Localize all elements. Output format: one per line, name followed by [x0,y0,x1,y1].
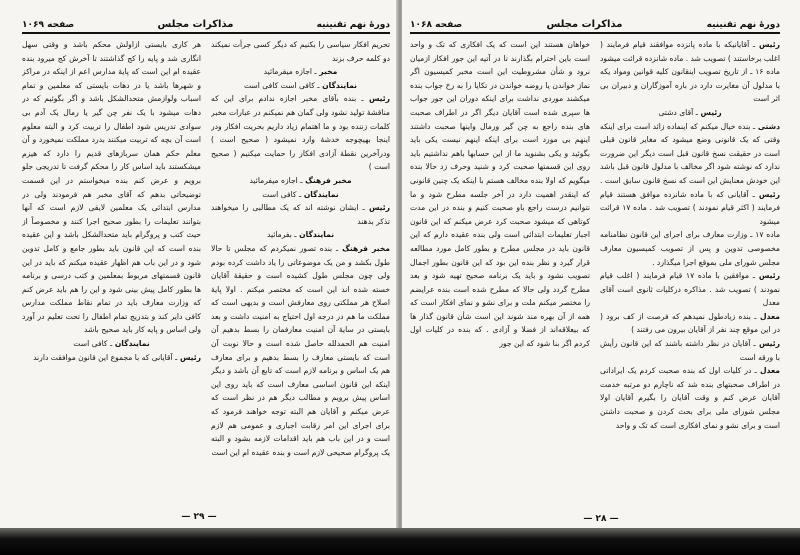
speaker-name: رئیس [177,352,201,362]
right-page-columns [410,38,780,508]
speaker-name: نمایندگان [296,230,335,240]
paragraph-text: ـ آقای دشتی [658,107,698,117]
paragraph [211,38,390,65]
text-column [211,38,390,508]
session-label: دورهٔ نهم تقنینیه [706,20,780,30]
paragraph [600,337,780,364]
speaker-name: رئیس [754,189,780,199]
paragraph [600,228,780,269]
paragraph-text: ماده ۱۷ ـ وزارت معارف برای اجرای این قانون نظامنامه مخصوصی تدوین و پس از تصویب کمیسیون معارف مجلس شورای ملی بموقع اجرا میگذارد . [600,230,780,267]
speaker-name: مخبر فرهنگ [338,243,390,253]
paragraph [600,106,780,120]
paragraph [600,65,780,106]
paragraph-text: ـ آقایان در نظر داشته باشند که این قانون رأیش با ورقه است [600,339,780,362]
paragraph-text: ـ بنده خیال میکنم که اینماده زائد است برای اینکه وقتی که یک قانونی وضع میشود که مغایر قانون قبلی است در حقیقت نسخ قانون قبل است دیگر این ضرورت ندارد که نوشته شود اگر مخالف با مدلول قانون قبل باشد این خودش معنایش این است که نسخ قانون سابق است . [600,121,780,185]
speaker-name: نمایندگان [112,339,150,349]
text-column [410,38,590,508]
paragraph-text: ـ آقایانیکه با ماده پانزده موافقند قیام فرمایند ( اغلب برخاستند ) تصویب شد . ماده شانزده قرائت میشود [600,40,780,63]
speaker-name: رئیس [755,339,780,349]
paragraph [211,79,390,93]
paragraph [410,38,590,351]
paragraph-text: ـ کافی است [73,339,113,349]
paragraph-text: ـ اجازه میفرمائید [263,67,317,77]
publication-title: مذاکرات مجلس [546,19,623,30]
paragraph-text: خواهان هستند این است که یک افکاری که تک و واحد است باین احترام بگذارند تا در آتیه این جور افکار ازمیان نرود و شأن مشروطیت این است مخبر کمیسیون اگر نماز خواندن یا روضه خواندن در تکایا را به رخ جواب بنده میکشند موردی نداشت برای اینکه دوران این جور جواب ها سپری شده است آقایان دیگر اگر در اطراف صحبت های بنده راجع به چن گیر ورمال واینها صحبت داشتند اینهم بی مورد است برای اینکه اینهم نیست یکی باید بگوئید و یکی بشنوید ما از این حسابها باهم نداشتیم باید روی این قسمتها صحبت کرد و شنید وحرف زد حالا بنده میگویم که اولا بنده مخالف هستم با اینکه یک چنین قانونی که اینقدر اهمیت دارد در آخر جلسه مطرح شود و ما نتوانیم درست راجع باو صحبت کنیم و بنده در این مدت کوتاهی که میشود صحبت کرد عرض میکنم که این قانون اجبار تعلیمات ابتدائی است ولی بنده عقیده دارم که این قانون باید در مجلس مطرح و بطور کامل مورد مطالعه قرار گیرد و نظر بنده این بود که این قانون بطور اجمال تصویب نشود و باید یک برنامه صحیح تهیه شود و بعد مطرح گردد ولی حالا که مطرح شده است بنده عرایضم را مختصر میکنم ملت و برای نشو و نمای افکار است که همه از آن بهره مند شوند این است شأن قانون گذار ها که بیعلاقه‌اند از فضلا و آزادی . که بنده در کلیات اول کردم اگر بنا شود که این جور [410,40,590,349]
paragraph [600,38,780,65]
left-page-columns [22,38,390,508]
paragraph-text: ـ بنده بآقای مخبر اجازه ندادم برای این که مناقشهٔ تولید نشود ولی گمان هم نمیکنم در عبارات مخبر کلمات زننده بود و ما اهتمام زیاد داریم بحریت افکار ودر اینجا بهیچوجه خدشهٔ وارد نمیشود ( صحیح است ) ودرآخرین نقطهٔ آزادی افکار را حمایت میکنیم ( صحیح است ) [211,94,390,172]
paragraph [211,92,390,174]
paragraph-text: ـ موافقین با ماده ۱۷ قیام فرمایند ( اغلب قیام نمودند ) تصویب شد . مذاکره درکلیات ثانوی است آقای معدل [600,271,780,308]
paragraph [211,65,390,79]
paragraph-text: ـ در کلیات اول که بنده صحبت کردم یک ایراداتی در اطراف صحبتهای بنده شد که ناچارم دو مرتبه خدمت آقایان عرض کنم و وقت آقایان را بگیرم آقایان اولا مجلس شورای ملی برای بحث کردن و صحبت داشتن است و برای نشو و نمای افکاری است که تک و واحد [600,366,780,430]
paragraph [600,364,780,432]
paragraph [211,242,390,460]
paragraph [211,174,390,188]
speaker-name: مخبر [316,67,338,77]
speaker-name: رئیس [697,107,722,117]
publication-title: مذاکرات مجلس [157,19,234,30]
paragraph [22,337,201,351]
text-column [22,38,201,508]
speaker-name: معدل [756,366,780,376]
left-page [0,0,398,530]
right-page [402,0,800,530]
text-column [600,38,780,508]
paragraph-text: ـ کافی است [262,189,302,199]
paragraph [600,120,780,188]
paragraph [600,269,780,310]
page-number: — ۲۸ — [583,514,619,524]
left-page-header [22,14,390,34]
paragraph-text: ـ بفرمائید [266,230,297,240]
paragraph-text: ماده ۱۶ ـ از تاریخ تصویب اینقانون کلیه قوانین ومواد یکه با مدلول آن مغایرت دارد در باره آموزگاران و دبیران بی اثر است [600,67,780,104]
paragraph-text: ـ کافی است کافی است [243,80,320,90]
speaker-name: نمایندگان [319,80,358,90]
paragraph-text: ـ ایشان نوشته اند که یک مطالبی را میخواهند تذکر بدهند [211,203,390,226]
scan-edge-shadow [0,528,800,555]
paragraph-text: تحریم افکار سیاسی را بکنیم که دیگر کسی جرأت نمیکند دو کلمه حرف بزند [211,40,390,63]
page-label: صفحه ۱۰۶۸ [410,20,463,30]
speaker-name: مخبر فرهنگ [302,175,352,185]
paragraph-text: ـ آقایانی که با ماده شانزده موافق هستند قیام فرمایند ( اکثر قیام نمودند ) تصویب شد . ماده ۱۷ قرائت میشود [600,189,780,226]
paragraph-text: ـ بنده تصور نمیکردم که مجلس تا حالا طول بکشد و من یک موضوعاتی را یاد داشت کرده بودم ولی چون مجلس طول کشیده است و حقیقهٔ آقایان خسته شده اند این است که مختصر میکنم . اولا پایهٔ اصلاح هر مملکتی روی معارفش است و بدیهی است که مملکت ما هم در درجه اول احتیاج به امنیت داشت و بعد بایستی در سایهٔ آن امنیت معارفمان را بسط بدهیم آن امنیت هم الحمدلله حاصل شده است و حالا نوبت آن است که بایستی معارف را بسط بدهیم و برای معارف هم یک اساس و برنامه لازم است که تابع آن باشد و دیگر اینکه این قانون اساسی معارف است که باید روی این اساس پیش برویم و مطالب دیگر هم در نظر است که عرض میکنم و آقایان هم البته توجه خواهند فرمود که برای اجرای این امر رقابت اجباری و عمومی هم لازم است و در این باب هم باید اقدامات لازمه بشود و البته یک پروگرام صحیحی لازم است و بنده عقیده ام این است [211,243,390,457]
paragraph [600,188,780,229]
speaker-name: معدل [756,311,780,321]
speaker-name: رئیس [755,271,780,281]
speaker-name: نمایندگان [301,189,339,199]
session-label: دورهٔ نهم تقنینیه [316,20,390,30]
paragraph [211,228,390,242]
speaker-name: رئیس [363,94,390,104]
paragraph-text: هر کاری بایستی ازاولش محکم باشد و وقتی سهل انگاری شد و پایه را کج گذاشتند تا آخرش کج میرود بنده عقیده ام این است که پایهٔ مدارس اعم از اینکه در مراکز و شهرها باشد یا در دهات بایستی که معلمین و تمام اسباب ولوازمش متحدالشکل باشد و اگر بگوئیم که در دهات میشود با یک نفر چن گیر یا رمال یک آدم بی سوادی تدریس شود اطفال را تربیت کرد و البته معلوم است آن بچه که تربیت میکنند بدرد مملکت نمیخورد و آن معلم حکم همان سربازهای قدیم را دارد که هیزم میشکستند باید اساس کار را محکم گرفت تا تدریجی جلو برویم و عرض کنم بنده میخواستم در این قسمت توضیحاتی بدهم که آقای مخبر هم فرمودند ولی در مدارس ابتدائی یک معلمین لایقی لازم است که آنها بتوانند تعلیمات را بطور صحیح اجرا کنند و مخصوصاً از حیث کتب و پروگرام باید متحدالشکل باشد و این عقیده بنده است که این قانون باید بطور جامع و کامل تدوین شود و در این باب هم اظهار عقیده میکنم که باید در این قانون قسمتهای مربوط بمعلمین و کتب درسی و برنامه ها بطور کامل پیش بینی شود و این را هم باید عرض کنم که وزارت معارف باید در تمام نقاط مملکت مدارس کافی دایر کند و بتدریج تمام اطفال را تحت تعلیم در آورد ولی اساس و پایه کار باید صحیح باشد [22,40,201,335]
right-page-header [410,14,780,34]
speaker-name: رئیس [364,203,390,213]
paragraph [22,351,201,365]
paragraph-text: ـ اجازه میفرمائید [249,175,303,185]
speaker-name: رئیس [755,40,780,49]
paragraph [22,38,201,337]
paragraph [211,201,390,228]
speaker-name: دشتی [755,121,780,131]
page-number: — ۲۹ — [181,512,217,522]
page-label: صفحه ۱۰۶۹ [22,20,75,30]
paragraph [211,188,390,202]
paragraph-text: ـ بنده زیادطول نمیدهم که فرصت از کف برود ( در این موقع چند نفر از آقایان بیرون می رفتند ) [600,311,780,335]
paragraph [600,310,780,337]
paragraph-text: ـ آقایانی که با مجموع این قانون موافقت دارند [33,352,178,362]
